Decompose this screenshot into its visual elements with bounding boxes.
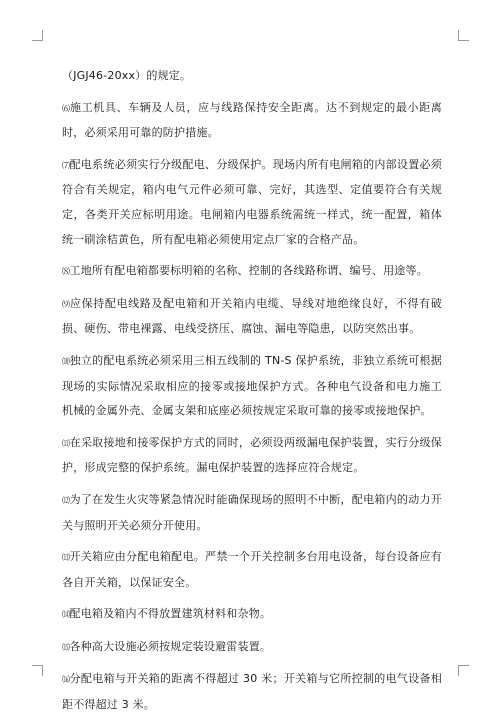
- paragraph-text: 工地所有配电箱都要标明箱的名称、控制的各线路称谓、编号、用途等。: [69, 264, 428, 278]
- paragraph-text: 施工机具、车辆及人员，应与线路保持安全距离。达不到规定的最小距离时，必须采用可靠的防护措施。: [62, 100, 443, 140]
- paragraph-item-11: [62, 431, 442, 481]
- paragraph-text: （JGJ46-20xx）的规定。: [62, 69, 192, 82]
- paragraph-text: 开关箱应由分配电箱配电。严禁一个开关控制多台用电设备，每台设备应有各自开关箱，以保证安全。: [62, 550, 442, 589]
- paragraph-text: 配电箱及箱内不得放置建筑材料和杂物。: [69, 607, 272, 621]
- paragraph-text: 为了在发生火灾等紧急情况时能确保现场的照明不中断，配电箱内的动力开关与照明开关必须分开使用。: [62, 492, 442, 532]
- paragraph-item-14: [62, 602, 442, 628]
- paragraph-text: 在采取接地和接零保护方式的同时，必须设两级漏电保护装置，实行分级保护，形成完整的保护系统。漏电保护装置的选择应符合规定。: [62, 435, 442, 475]
- paragraph-item-13: [62, 545, 442, 595]
- item-number: ⑺: [62, 160, 70, 170]
- paragraph-item-12: [62, 488, 442, 538]
- paragraph-item-6: [62, 96, 442, 146]
- paragraph-item-9: [62, 292, 442, 342]
- paragraph-item-10: [62, 349, 442, 424]
- paragraph-text: 各种高大设施必须按规定装设避雷装置。: [69, 639, 272, 653]
- item-number: ⑻: [62, 267, 70, 277]
- item-number: ⒃: [62, 675, 70, 685]
- document-body: [62, 64, 442, 725]
- item-number: ⑿: [62, 495, 70, 505]
- paragraph-item-7: [62, 153, 442, 252]
- paragraph-text: 配电系统必须实行分级配电、分级保护。现场内所有电闸箱的内部设置必须符合有关规定，箱内电气元件必须可靠、完好，其选型、定值要符合有关规定，各类开关应标明用途。电闸箱内电器系统需统一样式，统一配置，箱体统一刷涂桔黄色，所有配电箱必须使用定点厂家的合格产品。: [62, 157, 442, 246]
- item-number: ⑹: [62, 103, 70, 113]
- paragraph-text: 分配电箱与开关箱的距离不得超过 30 米；开关箱与它所控制的电气设备相距不得超过 3 米。: [62, 672, 442, 712]
- paragraph-item-8: [62, 259, 442, 285]
- paragraph-continuation: [62, 64, 442, 89]
- item-number: ⒁: [62, 610, 70, 620]
- crop-mark-bottom-left: [32, 665, 43, 676]
- paragraph-text: 应保持配电线路及配电箱和开关箱内电缆、导线对地绝缘良好，不得有破损、硬伤、带电裸露、电线受挤压、腐蚀、漏电等隐患，以防突然出事。: [62, 296, 443, 336]
- paragraph-text: 独立的配电系统必须采用三相五线制的 TN-S 保护系统，非独立系统可根据现场的实际情况采取相应的接零或接地保护方式。各种电气设备和电力施工机械的金属外壳、金属支架和底座必须按规定采取可靠的接零或接地保护。: [62, 353, 442, 418]
- paragraph-item-16: [62, 667, 442, 717]
- item-number: ⒂: [62, 642, 70, 652]
- crop-mark-bottom-right: [458, 665, 469, 676]
- item-number: ⑼: [62, 299, 70, 309]
- item-number: ⑽: [62, 356, 70, 366]
- item-number: ⒀: [62, 553, 70, 563]
- item-number: ⑾: [62, 438, 70, 448]
- paragraph-item-15: [62, 635, 442, 661]
- crop-mark-top-left: [32, 30, 43, 41]
- crop-mark-top-right: [458, 30, 469, 41]
